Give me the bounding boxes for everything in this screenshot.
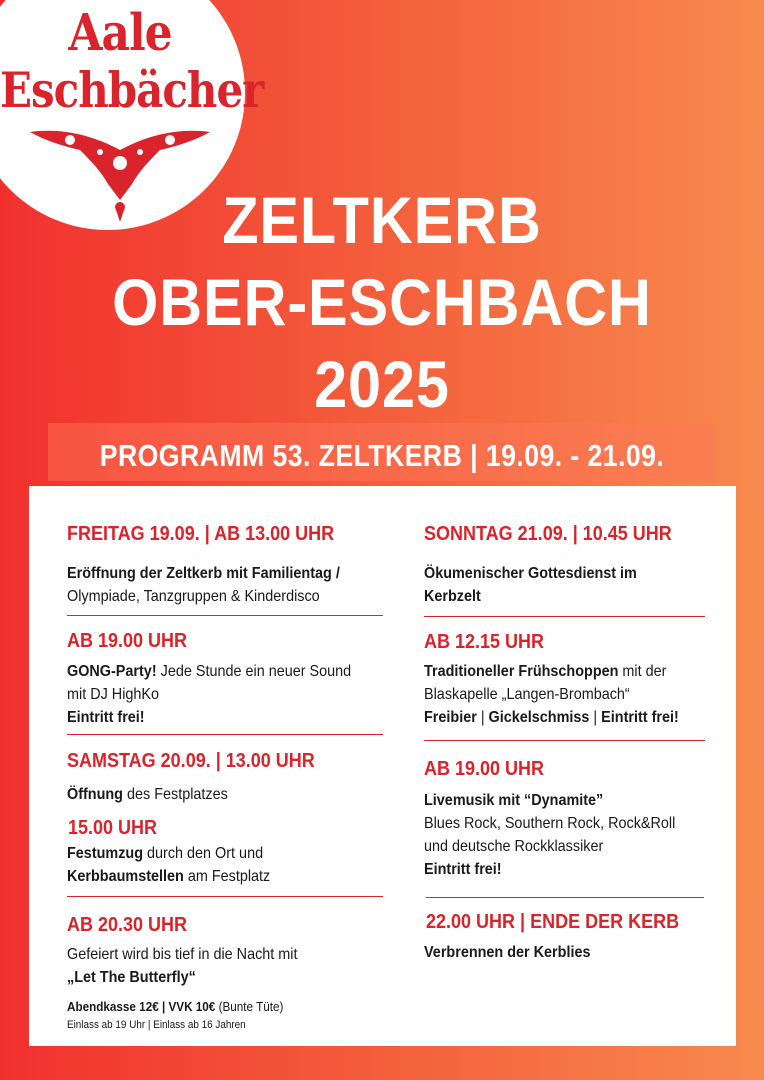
live-line-1: Livemusik mit “Dynamite” — [424, 792, 604, 809]
price-line: Abendkasse 12€ | VVK 10€ (Bunte Tüte) — [67, 999, 284, 1014]
gong-line-1: GONG-Party! Jede Stunde ein neuer Sound — [67, 663, 352, 680]
brunch-line-3: Freibier | Gickelschmiss | Eintritt frei! — [424, 709, 679, 726]
sunday-heading: SONNTAG 21.09. | 10.45 UHR — [424, 523, 672, 545]
title-line-1: ZELTKERB — [222, 183, 542, 257]
live-line-2: Blues Rock, Southern Rock, Rock&Roll — [424, 815, 676, 832]
divider — [67, 734, 383, 735]
brunch-line-1: Traditioneller Frühschoppen mit der — [424, 663, 667, 680]
end-heading: 22.00 UHR | ENDE DER KERB — [426, 911, 680, 933]
gong-line-2: mit DJ HighKo — [67, 686, 160, 703]
friday-evening-heading: AB 19.00 UHR — [67, 630, 188, 652]
night-line-2: „Let The Butterfly“ — [67, 969, 196, 986]
saturday-parade-heading: 15.00 UHR — [68, 817, 158, 839]
divider — [426, 897, 704, 898]
divider — [424, 616, 705, 617]
night-line-1: Gefeiert wird bis tief in die Nacht mit — [67, 946, 298, 963]
end-line-1: Verbrennen der Kerblies — [424, 944, 591, 961]
sunday-brunch-heading: AB 12.15 UHR — [424, 631, 545, 653]
divider — [67, 615, 383, 616]
program-card — [29, 486, 736, 1046]
parade-line-2: Kerbbaumstellen am Festplatz — [67, 868, 271, 885]
divider — [424, 740, 705, 741]
sunday-evening-heading: AB 19.00 UHR — [424, 758, 545, 780]
logo-line-1: Aale — [68, 4, 172, 63]
friday-heading: FREITAG 19.09. | AB 13.00 UHR — [67, 523, 335, 545]
brunch-line-2: Blaskapelle „Langen-Brombach“ — [424, 686, 630, 703]
friday-line-2: Olympiade, Tanzgruppen & Kinderdisco — [67, 588, 320, 605]
entry-line: Einlass ab 19 Uhr | Einlass ab 16 Jahren — [67, 1019, 246, 1031]
title-line-2: OBER-ESCHBACH — [112, 265, 652, 339]
live-line-4: Eintritt frei! — [424, 861, 502, 878]
saturday-night-heading: AB 20.30 UHR — [67, 914, 188, 936]
sunday-line-2: Kerbzelt — [424, 588, 481, 605]
parade-line-1: Festumzug durch den Ort und — [67, 845, 264, 862]
saturday-heading: SAMSTAG 20.09. | 13.00 UHR — [67, 750, 315, 772]
saturday-line-1: Öffnung des Festplatzes — [67, 786, 228, 803]
sunday-line-1: Ökumenischer Gottesdienst im — [424, 565, 637, 582]
logo-line-2: Eschbächer — [0, 62, 264, 119]
live-line-3: und deutsche Rockklassiker — [424, 838, 604, 855]
friday-line-1: Eröffnung der Zeltkerb mit Familientag / — [67, 565, 340, 582]
gong-line-3: Eintritt frei! — [67, 709, 145, 726]
divider — [67, 896, 383, 897]
title-line-3: 2025 — [314, 347, 450, 421]
subtitle: PROGRAMM 53. ZELTKERB | 19.09. - 21.09. — [99, 438, 665, 473]
